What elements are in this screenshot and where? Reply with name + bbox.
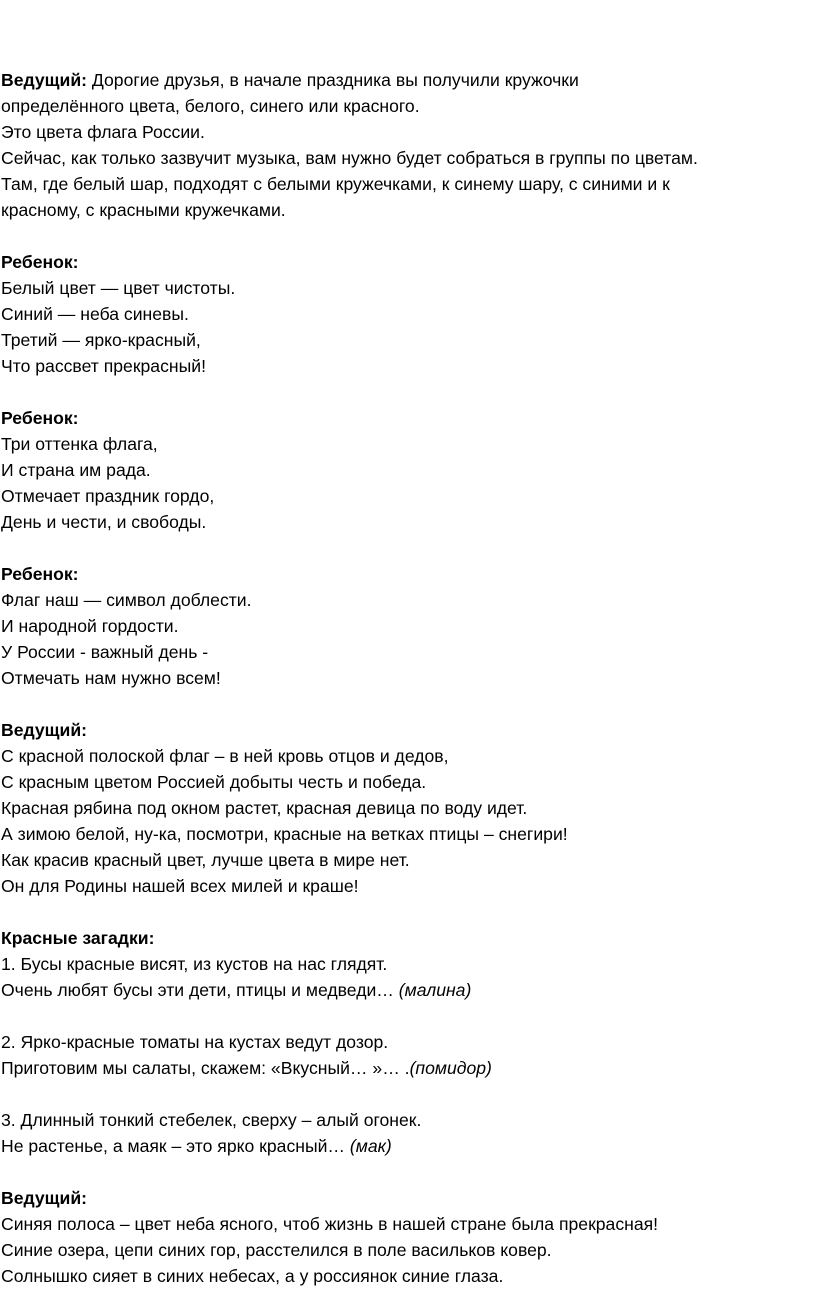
- riddle-text: Очень любят бусы эти дети, птицы и медведи…: [1, 980, 394, 1000]
- verse-line: Отмечает праздник гордо,: [1, 486, 215, 506]
- verse-line: Третий — ярко-красный,: [1, 330, 201, 350]
- riddle-answer: (малина): [398, 980, 472, 1000]
- verse-line: Синий — неба синевы.: [1, 304, 189, 324]
- verse-line: И народной гордости.: [1, 616, 179, 636]
- text-line: определённого цвета, белого, синего или красного.: [1, 96, 420, 116]
- riddle-line: 1. Бусы красные висят, из кустов на нас глядят.: [1, 954, 388, 974]
- speaker-label: Ведущий:: [1, 70, 87, 90]
- spacer: [0, 535, 816, 561]
- riddle-answer: (помидор): [409, 1058, 492, 1078]
- intro-text: Дорогие друзья, в начале праздника вы получили кружочки: [91, 70, 579, 90]
- spacer: [0, 1159, 816, 1185]
- speaker-label: Ребенок:: [1, 408, 79, 428]
- text-line: Это цвета флага России.: [1, 122, 205, 142]
- verse-line: И страна им рада.: [1, 460, 151, 480]
- riddle-line: 2. Ярко-красные томаты на кустах ведут дозор.: [1, 1032, 389, 1052]
- verse-line: Он для Родины нашей всех милей и краше!: [1, 876, 359, 896]
- spacer: [0, 223, 816, 249]
- intro-line: [0, 67, 816, 93]
- speaker-label: Ведущий:: [1, 720, 87, 740]
- riddles-heading: [0, 925, 816, 951]
- spacer: [0, 1081, 816, 1107]
- riddle-line: [0, 1133, 816, 1159]
- speaker-label: Ведущий:: [1, 1188, 87, 1208]
- spacer: [0, 379, 816, 405]
- verse-line: Что рассвет прекрасный!: [1, 356, 206, 376]
- riddle-text: Приготовим мы салаты, скажем: «Вкусный… »… .: [1, 1058, 410, 1078]
- riddle-line: [0, 1055, 816, 1081]
- text-line: Там, где белый шар, подходят с белыми кружечками, к синему шару, с синими и к: [1, 174, 670, 194]
- text-line: красному, с красными кружечками.: [1, 200, 286, 220]
- verse-line: У России - важный день -: [1, 642, 209, 662]
- spacer: [0, 899, 816, 925]
- riddles-heading-label: Красные загадки:: [1, 928, 155, 948]
- speaker-heading: [0, 561, 816, 587]
- verse-line: Отмечать нам нужно всем!: [1, 668, 221, 688]
- verse-line: Флаг наш — символ доблести.: [1, 590, 252, 610]
- verse-line: Красная рябина под окном растет, красная девица по воду идет.: [1, 798, 528, 818]
- verse-line: Синяя полоса – цвет неба ясного, чтоб жизнь в нашей стране была прекрасная!: [1, 1214, 659, 1234]
- speaker-heading: [0, 717, 816, 743]
- verse-line: День и чести, и свободы.: [1, 512, 207, 532]
- speaker-heading: [0, 1185, 816, 1211]
- verse-line: С красной полоской флаг – в ней кровь отцов и дедов,: [1, 746, 449, 766]
- verse-line: Солнышко сияет в синих небесах, а у россиянок синие глаза.: [1, 1266, 504, 1286]
- riddle-line: [0, 977, 816, 1003]
- spacer: [0, 1003, 816, 1029]
- riddle-line: 3. Длинный тонкий стебелек, сверху – алый огонек.: [1, 1110, 422, 1130]
- verse-line: С красным цветом Россией добыты честь и победа.: [1, 772, 427, 792]
- text-line: Сейчас, как только зазвучит музыка, вам нужно будет собраться в группы по цветам.: [1, 148, 698, 168]
- spacer: [0, 691, 816, 717]
- verse-line: Белый цвет — цвет чистоты.: [1, 278, 236, 298]
- speaker-heading: [0, 249, 816, 275]
- verse-line: А зимою белой, ну-ка, посмотри, красные на ветках птицы – снегири!: [1, 824, 568, 844]
- verse-line: Три оттенка флага,: [1, 434, 158, 454]
- document-body: [0, 67, 816, 1289]
- riddle-text: Не растенье, а маяк – это ярко красный…: [1, 1136, 346, 1156]
- verse-line: Как красив красный цвет, лучше цвета в мире нет.: [1, 850, 410, 870]
- speaker-heading: [0, 405, 816, 431]
- speaker-label: Ребенок:: [1, 252, 79, 272]
- speaker-label: Ребенок:: [1, 564, 79, 584]
- riddle-answer: (мак): [349, 1136, 392, 1156]
- verse-line: Синие озера, цепи синих гор, расстелился в поле васильков ковер.: [1, 1240, 552, 1260]
